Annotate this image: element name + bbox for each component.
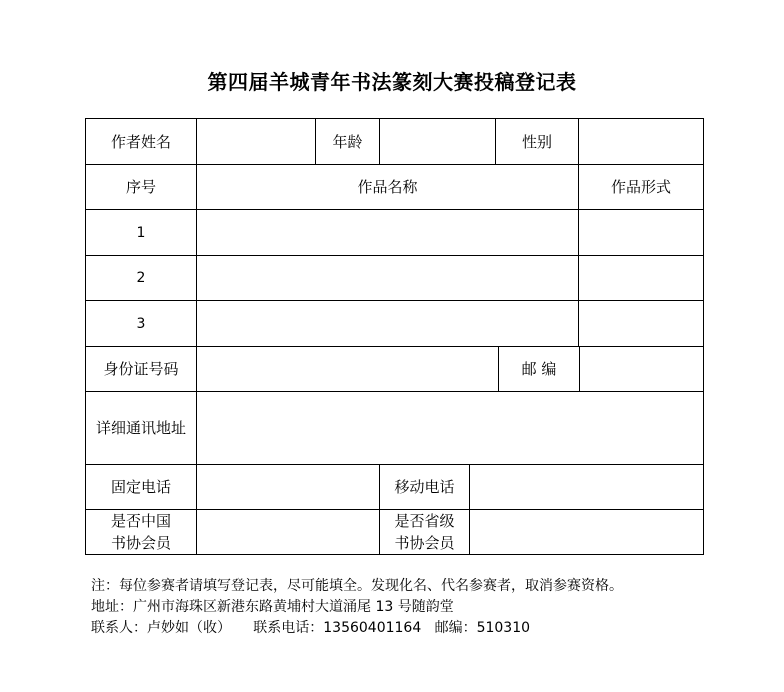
work-form-field-3[interactable] xyxy=(579,301,703,346)
work-form-field-1[interactable] xyxy=(579,210,703,255)
gender-label: 性别 xyxy=(521,132,552,151)
gender-field[interactable] xyxy=(579,119,703,164)
work-form-header: 作品形式 xyxy=(610,178,671,196)
author-name-field[interactable] xyxy=(197,119,315,164)
prov-member-label xyxy=(380,510,469,554)
landline-field[interactable] xyxy=(197,465,379,509)
prov-member-label-line1: 是否省级 xyxy=(394,512,455,530)
seq-header: 序号 xyxy=(125,178,156,196)
work-title-field-3[interactable] xyxy=(197,301,578,346)
address-field[interactable] xyxy=(197,392,703,464)
work-form-field-2[interactable] xyxy=(579,256,703,300)
cn-member-label-line2: 书协会员 xyxy=(110,534,171,552)
cn-member-label xyxy=(86,510,196,554)
form-title: 第四届羊城青年书法篆刻大赛投稿登记表 xyxy=(207,70,577,94)
registration-form-table xyxy=(85,118,704,555)
work-title-header: 作品名称 xyxy=(357,178,418,196)
note-line: 注：每位参赛者请填写登记表，尽可能填全。发现化名、代名参赛者，取消参赛资格。 xyxy=(91,578,623,594)
cn-member-label-line1: 是否中国 xyxy=(110,512,171,530)
id-number-label: 身份证号码 xyxy=(103,360,179,378)
landline-label: 固定电话 xyxy=(110,478,171,496)
row-number-3: 3 xyxy=(136,315,146,332)
mobile-field[interactable] xyxy=(470,465,703,509)
notes-block xyxy=(91,576,623,639)
author-name-label: 作者姓名 xyxy=(110,132,171,151)
cn-member-field[interactable] xyxy=(197,510,379,554)
postcode-label: 邮 编 xyxy=(521,360,557,378)
row-number-2: 2 xyxy=(136,270,146,286)
contact-line: 联系人：卢妙如（收） 联系电话：13560401164 邮编：510310 xyxy=(91,620,531,636)
address-line: 地址：广州市海珠区新港东路黄埔村大道涌尾 13 号随韵堂 xyxy=(91,599,454,615)
mobile-label: 移动电话 xyxy=(394,478,455,496)
id-number-field[interactable] xyxy=(197,347,498,391)
age-label: 年龄 xyxy=(332,132,363,151)
prov-member-field[interactable] xyxy=(470,510,703,554)
age-field[interactable] xyxy=(380,119,495,164)
address-label: 详细通讯地址 xyxy=(95,419,186,437)
prov-member-label-line2: 书协会员 xyxy=(394,534,455,552)
row-number-1: 1 xyxy=(136,224,146,241)
postcode-field[interactable] xyxy=(580,347,703,391)
work-title-field-2[interactable] xyxy=(197,256,578,300)
work-title-field-1[interactable] xyxy=(197,210,578,255)
